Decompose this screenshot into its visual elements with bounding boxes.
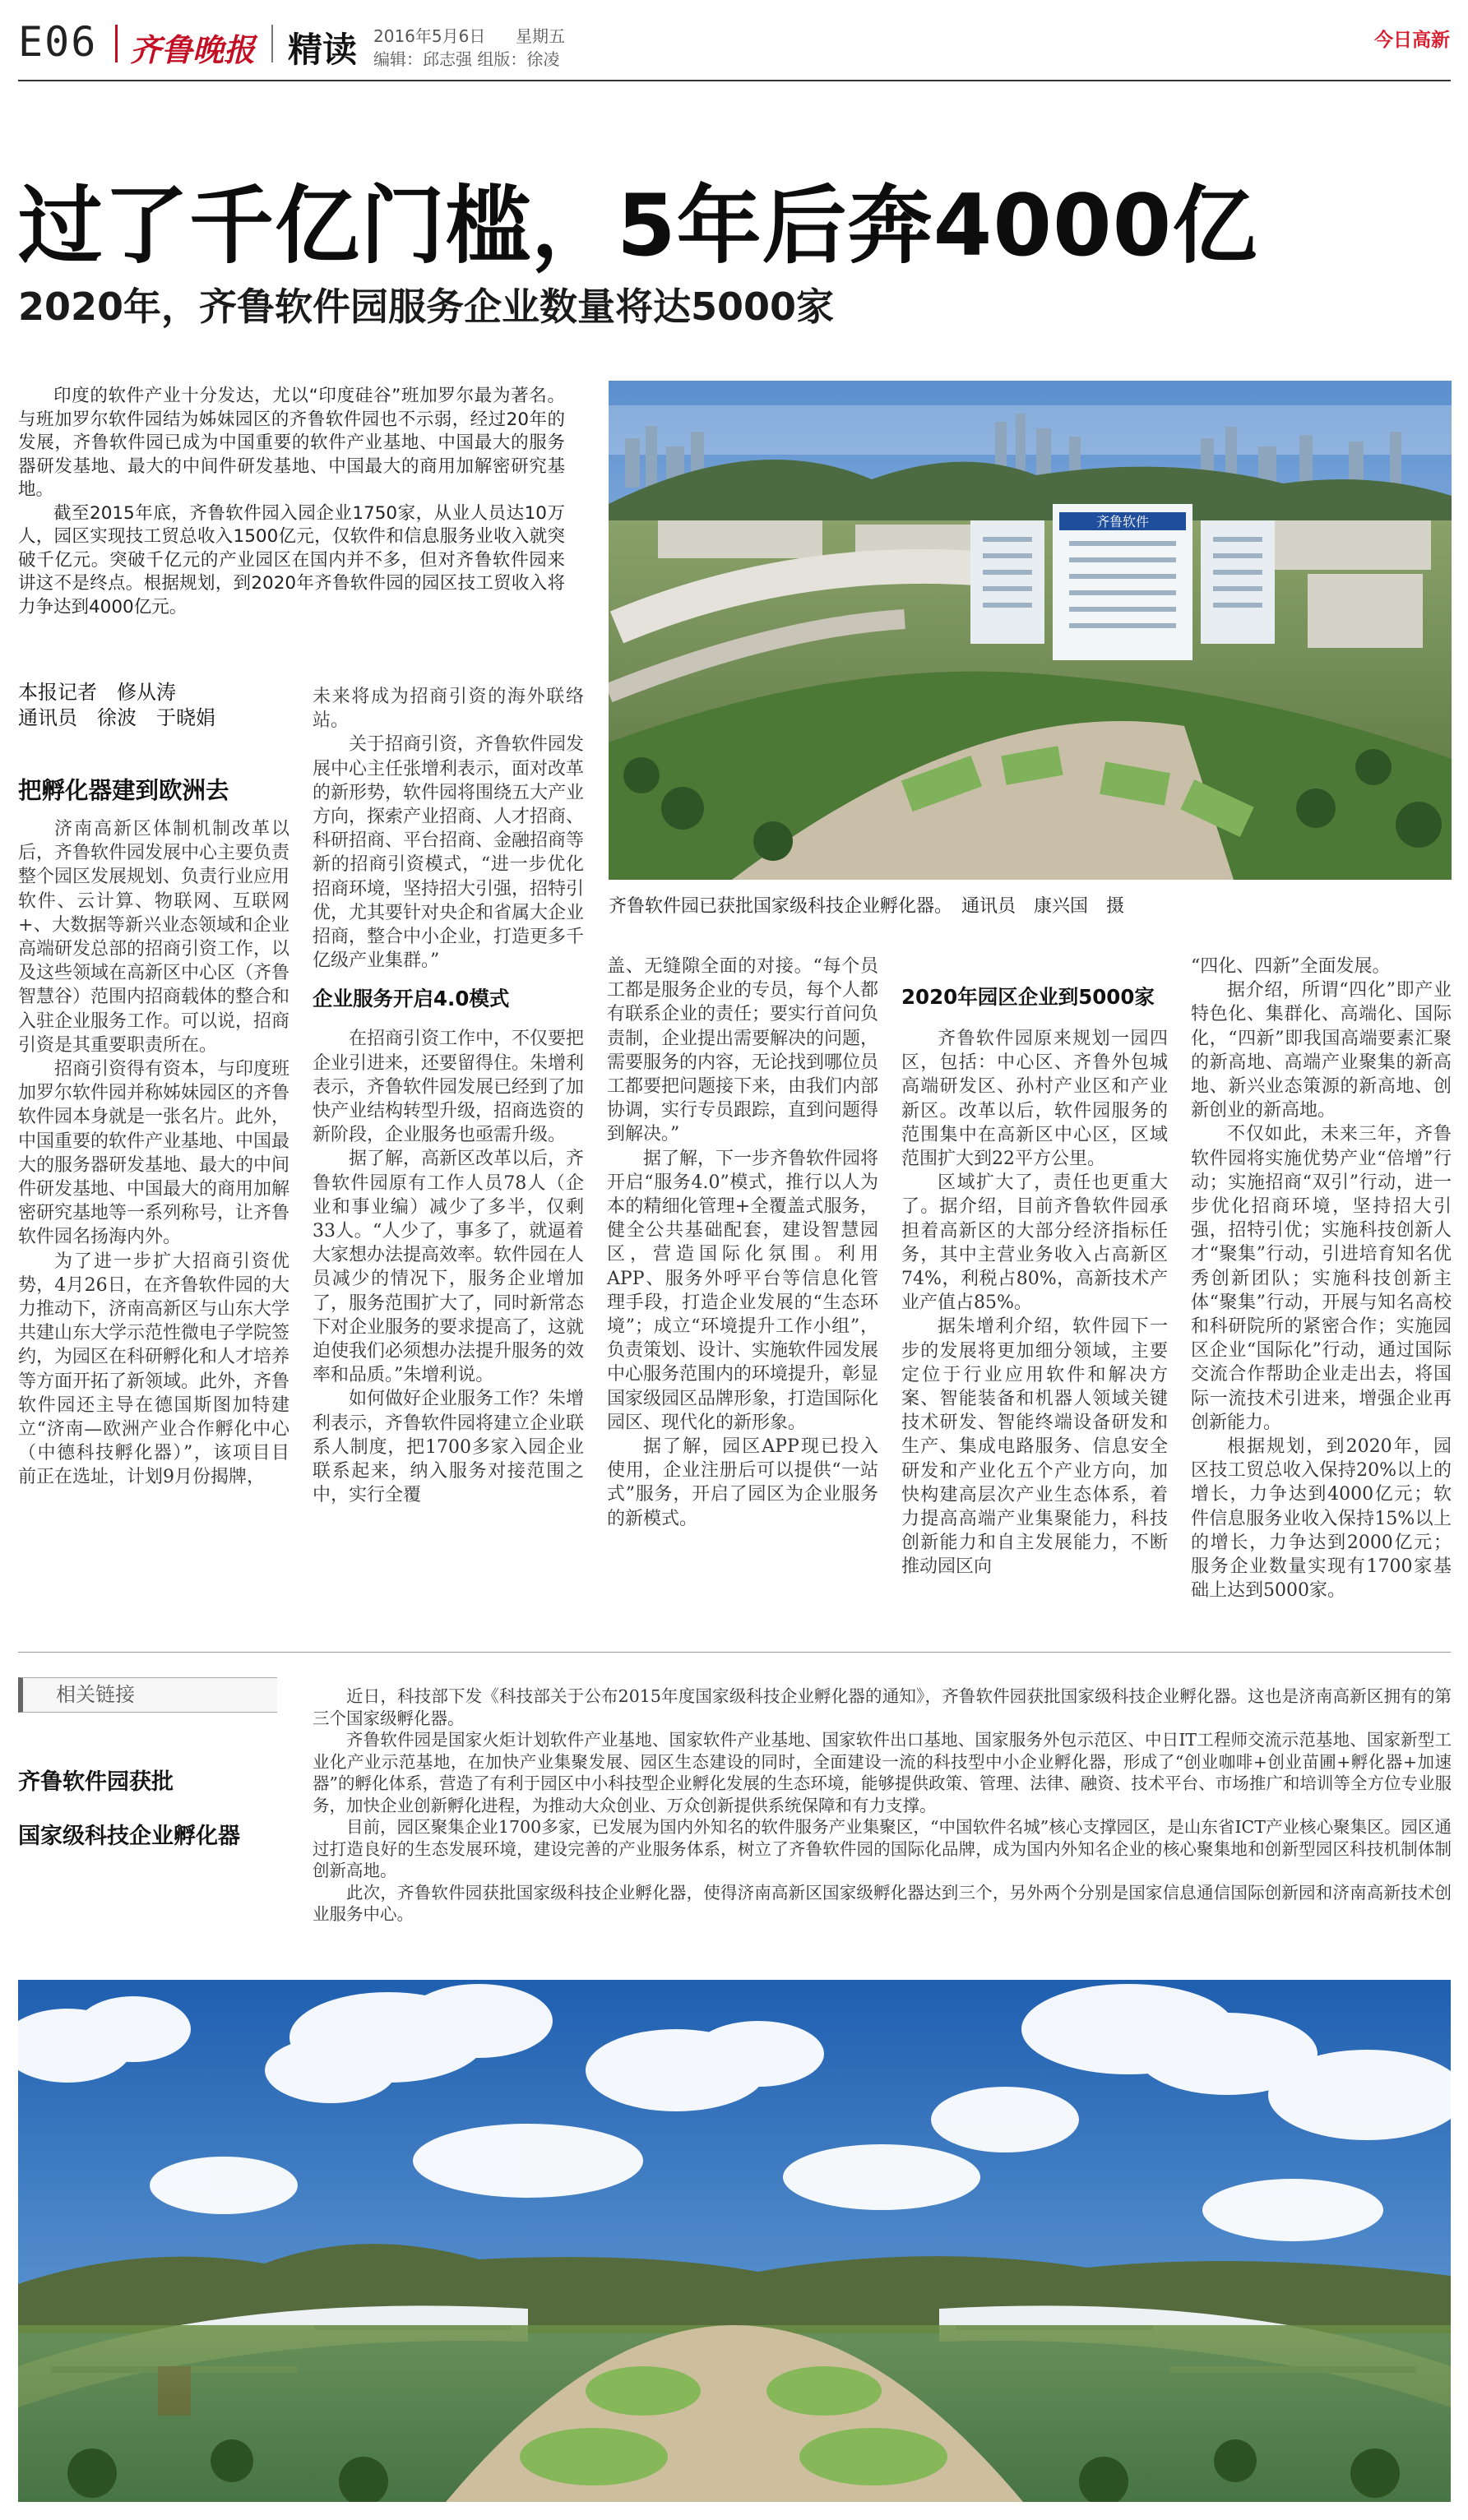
masthead-divider	[115, 25, 118, 62]
article-paragraph: 据了解，高新区改革以后，齐鲁软件园原有工作人员78人（企业和事业编）减少了多半，仅剩33人。“人少了，事多了，就逼着大家想办法提高效率。软件园在人员减少的情况下，服务企业增加了，服务范围扩大了，同时新常态下对企业服务的要求提高了，这就迫使我们必须想办法提升服务的效率和品质。”朱增利说。	[313, 1149, 584, 1386]
article-paragraph: 关于招商引资，齐鲁软件园发展中心主任张增利表示，面对改革的新形势，软件园将围绕五大产业方向，探索产业招商、人才招商、科研招商、平台招商、金融招商等新的招商引资模式，“进一步优化招商环境，坚持招大引强，招特引优，尤其要针对央企和省属大企业招商，整合中小企业，打造更多千亿级产业集群。”	[313, 734, 584, 972]
article-column-3	[607, 955, 878, 1615]
building-sign: 齐鲁软件	[1095, 514, 1150, 529]
photo-caption: 齐鲁软件园已获批国家级科技企业孵化器。 通讯员 康兴国 摄	[609, 896, 1125, 917]
section-heading: 把孵化器建到欧洲去	[18, 777, 229, 804]
article-paragraph: 不仅如此，未来三年，齐鲁软件园将实施优势产业“倍增”行动；实施招商“双引”行动，进一步优化招商环境，坚持招大引强，招特引优；实施科技创新人才“聚集”行动，引进培育知名优秀创新团队；实施科技创新主体“聚集”行动，开展与知名高校和科研院所的紧密合作；实施园区企业“国际化”行动，通过国际交流合作帮助企业走出去，将国际一流技术引进来，增强企业再创新能力。	[1191, 1124, 1452, 1433]
newspaper-logo: 齐鲁晚报	[130, 31, 256, 68]
article-column-4	[901, 955, 1168, 1615]
intro-paragraph: 截至2015年底，齐鲁软件园入园企业1750家，从业人员达10万人，园区实现技工贸总收入1500亿元，仅软件和信息服务业收入就突破千亿元。突破千亿元的产业园区在国内并不多，但对齐鲁软件园来讲这不是终点。根据规划，到2020年齐鲁软件园的园区技工贸收入将力争达到4000亿元。	[18, 502, 565, 617]
publication-weekday: 星期五	[516, 26, 565, 46]
section-heading: 企业服务开启4.0模式	[313, 987, 510, 1011]
intro-lead	[18, 385, 565, 619]
article-column-5	[1191, 955, 1452, 1615]
article-paragraph: 据了解，园区APP现已投入使用，企业注册后可以提供“一站式”服务，开启了园区为企业服务的新模式。	[607, 1436, 878, 1529]
related-paragraph: 目前，园区聚集企业1700多家，已发展为国内外知名的软件服务产业集聚区，“中国软件名城”核心支撑园区，是山东省ICT产业核心聚集区。园区通过打造良好的生态发展环境，建设完善的产业服务体系，树立了齐鲁软件园的国际化品牌，成为国内外知名企业的核心聚集地和创新型园区科技机制体制创新高地。	[313, 1817, 1452, 1880]
article-paragraph: 根据规划，到2020年，园区技工贸总收入保持20%以上的增长，力争达到4000亿元；软件信息服务业收入保持15%以上的增长，力争达到2000亿元；服务企业数量实现有1700家基础上达到5000家。	[1191, 1436, 1452, 1602]
page-number: E06	[18, 18, 98, 66]
section-tag: 今日高新	[1374, 30, 1450, 51]
subheadline: 2020年，齐鲁软件园服务企业数量将达5000家	[18, 284, 835, 329]
related-title-line: 齐鲁软件园获批	[18, 1769, 174, 1795]
related-link-tab: 相关链接	[18, 1677, 277, 1713]
related-paragraph: 近日，科技部下发《科技部关于公布2015年度国家级科技企业孵化器的通知》，齐鲁软件园获批国家级科技企业孵化器。这也是济南高新区拥有的第三个国家级孵化器。	[313, 1686, 1452, 1728]
correspondent-credit: 通讯员 徐波 于晓娟	[18, 706, 215, 729]
article-column-2	[313, 685, 584, 1615]
headline: 过了千亿门槛，5年后奔4000亿	[18, 177, 1258, 275]
article-paragraph: 在招商引资工作中，不仅要把企业引进来，还要留得住。朱增利表示，齐鲁软件园发展已经到了加快产业结构转型升级，招商选资的新阶段，企业服务也亟需升级。	[313, 1029, 584, 1146]
masthead-divider	[271, 25, 273, 62]
article-paragraph: 据介绍，所谓“四化”即产业特色化、集群化、高端化、国际化，“四新”即我国高端要素汇聚的新高地、高端产业聚集的新高地、新兴业态策源的新高地、创新创业的新高地。	[1191, 980, 1452, 1121]
photo-software-park-aerial	[609, 381, 1452, 880]
article-paragraph: 济南高新区体制机制改革以后，齐鲁软件园发展中心主要负责整个园区发展规划、负责行业应用软件、云计算、物联网、互联网+、大数据等新兴业态领域和企业高端研发总部的招商引资工作，以及这些领域在高新区中心区（齐鲁智慧谷）范围内招商载体的整合和入驻企业服务工作。可以说，招商引资是其重要职责所在。	[18, 819, 289, 1056]
article-paragraph: 盖、无缝隙全面的对接。“每个员工都是服务企业的专员，每个人都有联系企业的责任；要实行首问负责制，企业提出需要解决的问题，需要服务的内容，无论找到哪位员工都要把问题接下来，由我们内部协调，实行专员跟踪，直到问题得到解决。”	[607, 956, 878, 1145]
intro-paragraph: 印度的软件产业十分发达，尤以“印度硅谷”班加罗尔最为著名。与班加罗尔软件园结为姊妹园区的齐鲁软件园也不示弱，经过20年的发展，齐鲁软件园已成为中国重要的软件产业基地、中国最大的服务器研发基地、最大的中间件研发基地、中国最大的商用加解密研究基地。	[18, 386, 565, 500]
related-title	[18, 1755, 289, 1864]
related-paragraph: 此次，齐鲁软件园获批国家级科技企业孵化器，使得济南高新区国家级孵化器达到三个，另外两个分别是国家信息通信国际创新园和济南高新技术创业服务中心。	[313, 1882, 1452, 1924]
section-name: 精读	[288, 30, 358, 70]
header-rule	[18, 80, 1451, 81]
article-paragraph: “四化、四新”全面发展。	[1191, 956, 1391, 977]
article-paragraph: 区域扩大了，责任也更重大了。据介绍，目前齐鲁软件园承担着高新区的大部分经济指标任务，其中主营业务收入占高新区74%，利税占80%，高新技术产业产值占85%。	[901, 1172, 1168, 1314]
related-title-line: 国家级科技企业孵化器	[18, 1824, 240, 1849]
masthead	[0, 0, 1468, 76]
article-paragraph: 齐鲁软件园原来规划一园四区，包括：中心区、齐鲁外包城高端研发区、孙村产业区和产业新区。改革以后，软件园服务的范围集中在高新区中心区，区域范围扩大到22平方公里。	[901, 1029, 1168, 1170]
photo-panorama	[18, 1980, 1451, 2502]
related-article	[313, 1685, 1452, 1926]
article-paragraph: 如何做好企业服务工作？朱增利表示，齐鲁软件园将建立企业联系人制度，把1700多家入园企业联系起来，纳入服务对接范围之中，实行全覆	[313, 1389, 584, 1506]
article-paragraph: 据朱增利介绍，软件园下一步的发展将更加细分领域，主要定位于行业应用软件和解决方案、智能装备和机器人领域关键技术研发、智能终端设备研发和生产、集成电路服务、信息安全研发和产业化五个产业方向，加快构建高层次产业生态体系，着力提高高端产业集聚能力，科技创新能力和自主发展能力，不断推动园区向	[901, 1316, 1168, 1578]
article-paragraph: 未来将成为招商引资的海外联络站。	[313, 687, 584, 732]
section-heading: 2020年园区企业到5000家	[901, 985, 1155, 1009]
editor-credits: 编辑：邱志强 组版：徐凌	[373, 49, 560, 69]
related-paragraph: 齐鲁软件园是国家火炬计划软件产业基地、国家软件产业基地、国家软件出口基地、国家服务外包示范区、中日IT工程师交流示范基地、国家新型工业化产业示范基地，在加快产业集聚发展、园区生态建设的同时，全面建设一流的科技型中小企业孵化器，形成了“创业咖啡+创业苗圃+孵化器+加速器”的孵化体系，营造了有利于园区中小科技型企业孵化发展的生态环境，能够提供政策、管理、法律、融资、技术平台、市场推广和培训等全方位专业服务，加快企业创新孵化进程，为推动大众创业、万众创新提供系统保障和有力支撑。	[313, 1730, 1452, 1815]
publication-date: 2016年5月6日	[373, 26, 486, 46]
article-paragraph: 为了进一步扩大招商引资优势，4月26日，在齐鲁软件园的大力推动下，济南高新区与山东大学共建山东大学示范性微电子学院签约，为园区在科研孵化和人才培养等方面开拓了新领域。此外，齐鲁软件园还主导在德国斯图加特建立“济南—欧洲产业合作孵化中心（中德科技孵化器）”，该项目目前正在选址，计划9月份揭牌，	[18, 1251, 289, 1488]
byline	[18, 680, 215, 731]
related-divider	[18, 1652, 1451, 1653]
article-paragraph: 据了解，下一步齐鲁软件园将开启“服务4.0”模式，推行以人为本的精细化管理+全覆盖式服务，健全公共基础配套，建设智慧园区，营造国际化氛围。利用APP、服务外呼平台等信息化管理手段，打造企业发展的“生态环境”；成立“环境提升工作小组”，负责策划、设计、实施软件园发展中心服务范围内的环境提升，彰显国家级园区品牌形象，打造国际化园区、现代化的新形象。	[607, 1148, 878, 1433]
article-paragraph: 招商引资得有资本，与印度班加罗尔软件园并称姊妹园区的齐鲁软件园本身就是一张名片。此外，中国重要的软件产业基地、中国最大的服务器研发基地、最大的中间件研发基地、中国最大的商用加解密研究基地等一系列称号，让齐鲁软件园名扬海内外。	[18, 1059, 289, 1248]
article-column-1	[18, 776, 289, 1615]
reporter-credit: 本报记者 修从涛	[18, 681, 176, 704]
